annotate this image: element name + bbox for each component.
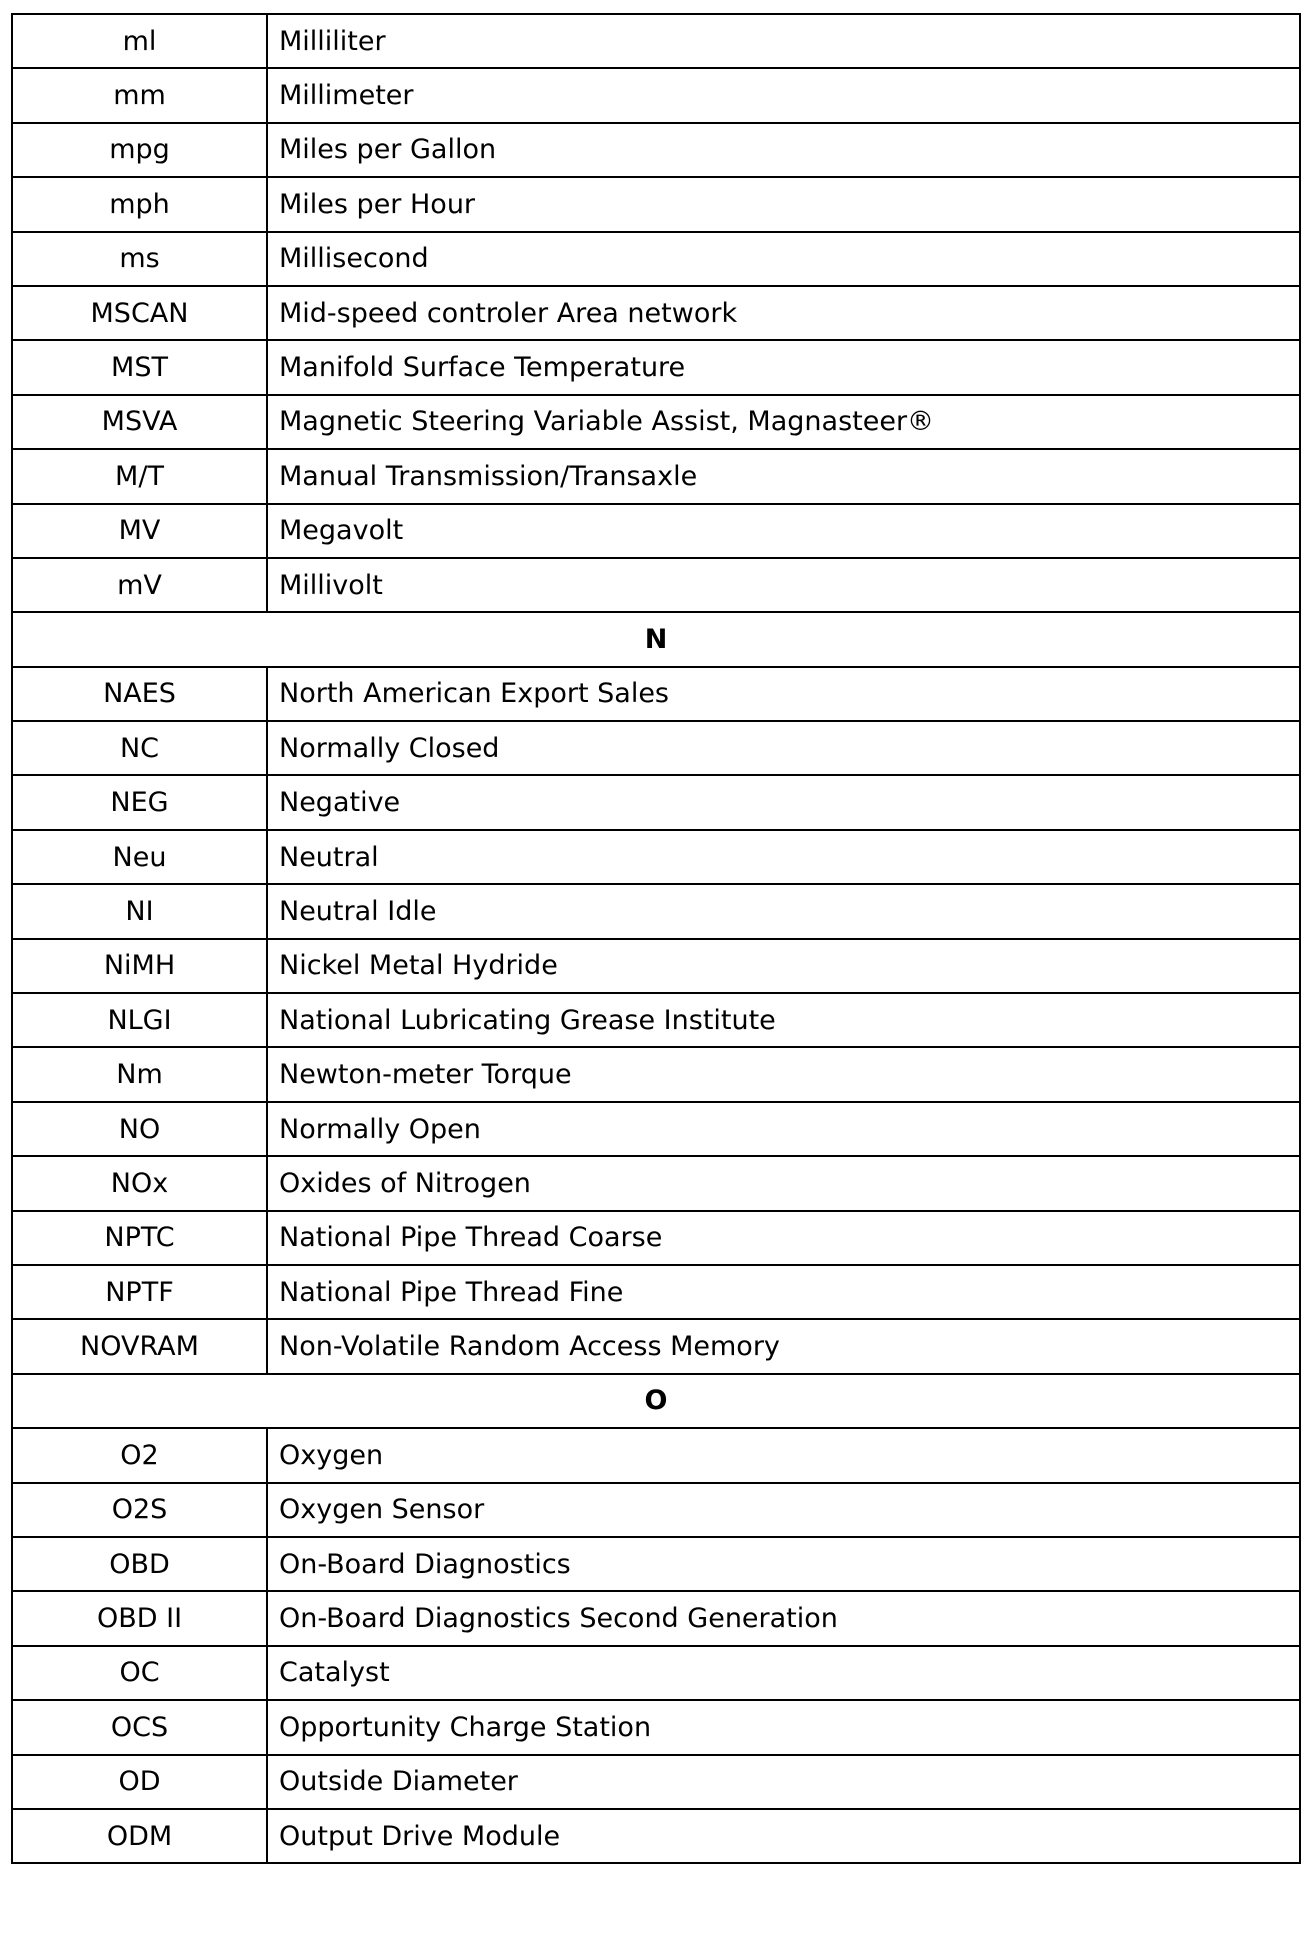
abbreviation-cell: NiMH — [12, 939, 267, 993]
abbreviation-cell: ml — [12, 14, 267, 68]
table-row — [12, 449, 1300, 503]
definition-cell: Negative — [267, 775, 1300, 829]
abbreviation-cell: Nm — [12, 1047, 267, 1101]
abbreviation-cell: ms — [12, 232, 267, 286]
abbreviation-cell: mV — [12, 558, 267, 612]
definition-cell: On-Board Diagnostics — [267, 1537, 1300, 1591]
abbreviation-cell: mm — [12, 68, 267, 122]
abbreviation-cell: O2S — [12, 1483, 267, 1537]
definition-cell: National Pipe Thread Coarse — [267, 1211, 1300, 1265]
abbreviation-cell: NEG — [12, 775, 267, 829]
section-header-row — [12, 1374, 1300, 1428]
definition-cell: Milliliter — [267, 14, 1300, 68]
table-row — [12, 340, 1300, 394]
definition-cell: Millisecond — [267, 232, 1300, 286]
abbreviation-cell: O2 — [12, 1428, 267, 1482]
abbreviation-cell: mpg — [12, 123, 267, 177]
abbreviation-cell: OBD II — [12, 1591, 267, 1645]
definition-cell: Newton-meter Torque — [267, 1047, 1300, 1101]
table-row — [12, 939, 1300, 993]
abbreviation-cell: NOx — [12, 1156, 267, 1210]
definition-cell: Manual Transmission/Transaxle — [267, 449, 1300, 503]
table-row — [12, 1319, 1300, 1373]
definition-cell: Catalyst — [267, 1646, 1300, 1700]
abbreviation-cell: OBD — [12, 1537, 267, 1591]
table-row — [12, 1047, 1300, 1101]
definition-cell: Opportunity Charge Station — [267, 1700, 1300, 1754]
table-row — [12, 1428, 1300, 1482]
table-row — [12, 1102, 1300, 1156]
definition-cell: North American Export Sales — [267, 667, 1300, 721]
definition-cell: Nickel Metal Hydride — [267, 939, 1300, 993]
abbreviation-cell: NPTC — [12, 1211, 267, 1265]
abbreviation-cell: OCS — [12, 1700, 267, 1754]
abbreviation-cell: MST — [12, 340, 267, 394]
table-row — [12, 1646, 1300, 1700]
definition-cell: Non-Volatile Random Access Memory — [267, 1319, 1300, 1373]
definition-cell: Outside Diameter — [267, 1755, 1300, 1809]
definition-cell: Magnetic Steering Variable Assist, Magnasteer® — [267, 395, 1300, 449]
definition-cell: Neutral Idle — [267, 884, 1300, 938]
table-row — [12, 830, 1300, 884]
abbreviation-cell: mph — [12, 177, 267, 231]
abbreviation-table-body — [12, 14, 1300, 1863]
abbreviation-cell: NO — [12, 1102, 267, 1156]
definition-cell: Normally Open — [267, 1102, 1300, 1156]
table-row — [12, 993, 1300, 1047]
table-row — [12, 775, 1300, 829]
definition-cell: Millivolt — [267, 558, 1300, 612]
table-row — [12, 286, 1300, 340]
abbreviation-cell: NLGI — [12, 993, 267, 1047]
definition-cell: Miles per Gallon — [267, 123, 1300, 177]
abbreviation-cell: OC — [12, 1646, 267, 1700]
table-row — [12, 123, 1300, 177]
table-row — [12, 667, 1300, 721]
table-row — [12, 1591, 1300, 1645]
abbreviation-cell: MSVA — [12, 395, 267, 449]
table-row — [12, 1156, 1300, 1210]
table-row — [12, 558, 1300, 612]
table-row — [12, 721, 1300, 775]
table-row — [12, 177, 1300, 231]
table-row — [12, 1483, 1300, 1537]
definition-cell: Oxygen — [267, 1428, 1300, 1482]
definition-cell: On-Board Diagnostics Second Generation — [267, 1591, 1300, 1645]
table-row — [12, 1755, 1300, 1809]
abbreviation-cell: OD — [12, 1755, 267, 1809]
section-letter: O — [12, 1374, 1300, 1428]
table-row — [12, 395, 1300, 449]
definition-cell: National Lubricating Grease Institute — [267, 993, 1300, 1047]
definition-cell: Millimeter — [267, 68, 1300, 122]
abbreviation-cell: ODM — [12, 1809, 267, 1863]
definition-cell: Megavolt — [267, 504, 1300, 558]
abbreviation-cell: NAES — [12, 667, 267, 721]
definition-cell: Oxygen Sensor — [267, 1483, 1300, 1537]
abbreviation-cell: NI — [12, 884, 267, 938]
abbreviation-cell: NC — [12, 721, 267, 775]
table-row — [12, 1211, 1300, 1265]
abbreviation-table — [11, 13, 1301, 1864]
definition-cell: Neutral — [267, 830, 1300, 884]
table-row — [12, 1265, 1300, 1319]
abbreviation-cell: NPTF — [12, 1265, 267, 1319]
table-row — [12, 1700, 1300, 1754]
table-row — [12, 232, 1300, 286]
definition-cell: Mid-speed controler Area network — [267, 286, 1300, 340]
table-row — [12, 68, 1300, 122]
definition-cell: Output Drive Module — [267, 1809, 1300, 1863]
table-row — [12, 1809, 1300, 1863]
definition-cell: Miles per Hour — [267, 177, 1300, 231]
table-row — [12, 884, 1300, 938]
table-row — [12, 1537, 1300, 1591]
table-row — [12, 14, 1300, 68]
abbreviation-cell: MV — [12, 504, 267, 558]
abbreviation-cell: MSCAN — [12, 286, 267, 340]
definition-cell: Manifold Surface Temperature — [267, 340, 1300, 394]
abbreviation-cell: M/T — [12, 449, 267, 503]
abbreviation-cell: NOVRAM — [12, 1319, 267, 1373]
abbreviation-cell: Neu — [12, 830, 267, 884]
section-letter: N — [12, 612, 1300, 666]
definition-cell: National Pipe Thread Fine — [267, 1265, 1300, 1319]
section-header-row — [12, 612, 1300, 666]
definition-cell: Oxides of Nitrogen — [267, 1156, 1300, 1210]
table-row — [12, 504, 1300, 558]
definition-cell: Normally Closed — [267, 721, 1300, 775]
